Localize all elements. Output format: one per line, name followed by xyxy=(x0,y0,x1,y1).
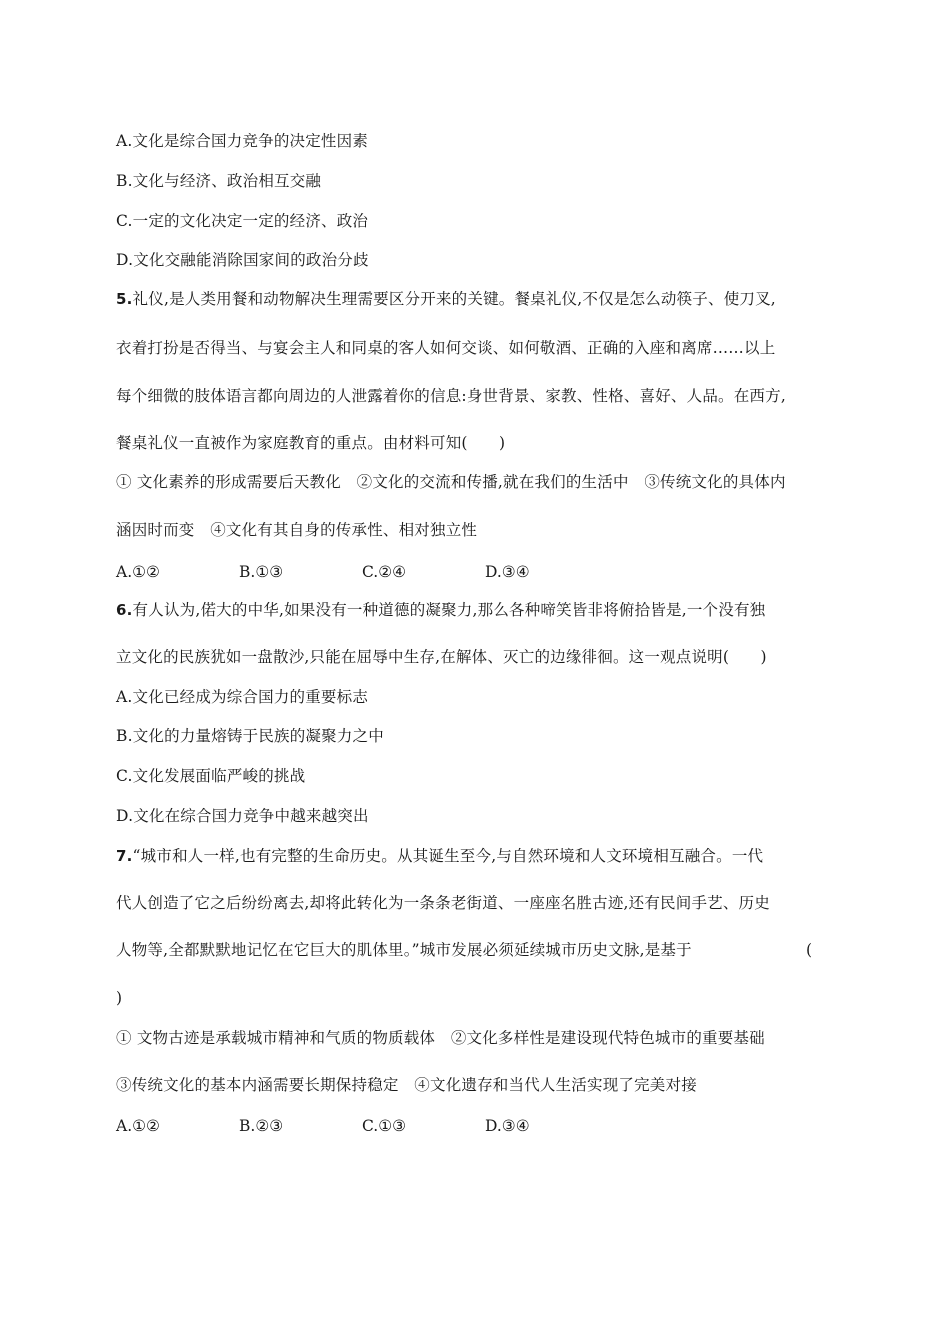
q6-stem-line-2: 立文化的民族犹如一盘散沙,只能在屈辱中生存,在解体、灭亡的边缘徘徊。这一观点说明( ) xyxy=(116,648,767,666)
q5-choice-a: A.①② xyxy=(116,563,160,581)
q7-stem-line-2: 代人创造了它之后纷纷离去,却将此转化为一条条老街道、一座座名胜古迹,还有民间手艺、历史 xyxy=(116,894,770,912)
q6-option-c: C.文化发展面临严峻的挑战 xyxy=(116,767,306,785)
q6-option-b: B.文化的力量熔铸于民族的凝聚力之中 xyxy=(116,727,384,745)
q5-choices xyxy=(116,562,608,582)
q5-stem-line-2: 衣着打扮是否得当、与宴会主人和同桌的客人如何交谈、如何敬酒、正确的入座和离席……以上 xyxy=(116,339,776,357)
q5-stem-line-1 xyxy=(116,289,776,309)
q6-stem-text-1: 有人认为,偌大的中华,如果没有一种道德的凝聚力,那么各种啼笑皆非将俯拾皆是,一个没有独 xyxy=(132,601,766,619)
q5-stem-line-3: 每个细微的肢体语言都向周边的人泄露着你的信息:身世背景、家教、性格、喜好、人品。在西方, xyxy=(116,387,786,405)
q7-choice-d: D.③④ xyxy=(485,1117,530,1135)
q7-stem-line-1 xyxy=(116,846,763,866)
q7-stem-text-1: “城市和人一样,也有完整的生命历史。从其诞生至今,与自然环境和人文环境相互融合。一代 xyxy=(132,847,764,865)
q4-option-d: D.文化交融能消除国家间的政治分歧 xyxy=(116,251,369,269)
q7-stem-line-3: 人物等,全都默默地记忆在它巨大的肌体里。”城市发展必须延续城市历史文脉,是基于 xyxy=(116,941,692,959)
q7-number: 7. xyxy=(116,847,133,865)
q5-choice-b: B.①③ xyxy=(239,563,284,581)
q5-stem-text-1: 礼仪,是人类用餐和动物解决生理需要区分开来的关键。餐桌礼仪,不仅是怎么动筷子、使刀叉, xyxy=(132,290,776,308)
q7-paren-close: ) xyxy=(116,989,123,1007)
q6-option-d: D.文化在综合国力竞争中越来越突出 xyxy=(116,807,369,825)
q7-statements-line-1: ① 文物古迹是承载城市精神和气质的物质载体 ②文化多样性是建设现代特色城市的重要基础 xyxy=(116,1029,765,1047)
q7-paren-open: ( xyxy=(806,941,813,959)
q5-statements-line-1: ① 文化素养的形成需要后天教化 ②文化的交流和传播,就在我们的生活中 ③传统文化的具体内 xyxy=(116,473,786,491)
q7-choices xyxy=(116,1116,608,1136)
q5-choice-d: D.③④ xyxy=(485,563,530,581)
q5-statements-line-2: 涵因时而变 ④文化有其自身的传承性、相对独立性 xyxy=(116,521,478,539)
q7-statements-line-2: ③传统文化的基本内涵需要长期保持稳定 ④文化遗存和当代人生活实现了完美对接 xyxy=(116,1076,697,1094)
q6-stem-line-1 xyxy=(116,600,765,620)
q5-choice-c: C.②④ xyxy=(362,563,407,581)
q5-stem-line-4: 餐桌礼仪一直被作为家庭教育的重点。由材料可知( ) xyxy=(116,434,506,452)
q7-choice-a: A.①② xyxy=(116,1117,160,1135)
q5-number: 5. xyxy=(116,290,133,308)
q4-option-c: C.一定的文化决定一定的经济、政治 xyxy=(116,212,369,230)
q4-option-b: B.文化与经济、政治相互交融 xyxy=(116,172,322,190)
q6-number: 6. xyxy=(116,601,133,619)
q4-option-a: A.文化是综合国力竞争的决定性因素 xyxy=(116,132,369,150)
q7-choice-c: C.①③ xyxy=(362,1117,407,1135)
q7-choice-b: B.②③ xyxy=(239,1117,284,1135)
q6-option-a: A.文化已经成为综合国力的重要标志 xyxy=(116,688,369,706)
